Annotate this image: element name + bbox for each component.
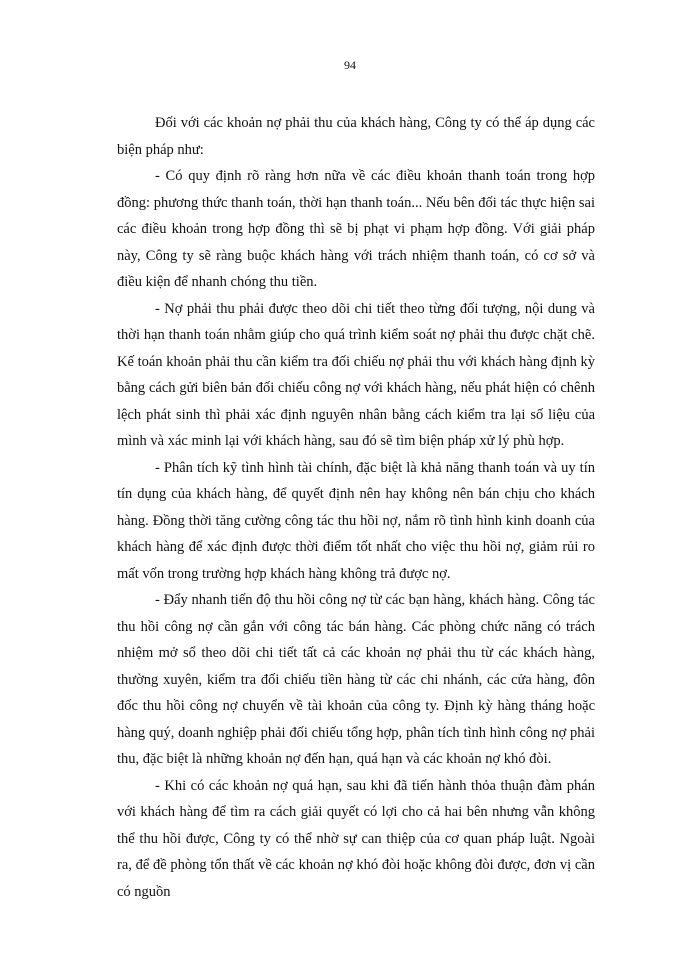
paragraph-debt-collection: - Đẩy nhanh tiến độ thu hồi công nợ từ các bạn hàng, khách hàng. Công tác thu hồi công nợ cần gắn với công tác bán hàng. Các phòng chức năng có trách nhiệm mở sổ theo dõi chi tiết tất cả các khoản nợ phải thu từ các khách hàng, thường xuyên, kiểm tra đối chiếu tiền hàng từ các chi nhánh, các cửa hàng, đôn đốc thu hồi công nợ chuyển về tài khoản của công ty. Định kỳ hàng tháng hoặc hàng quý, doanh nghiệp phải đối chiếu tổng hợp, phân tích tình hình công nợ phải thu, đặc biệt là những khoản nợ đến hạn, quá hạn và các khoản nợ khó đòi. <box>117 592 595 767</box>
paragraph-receivable-tracking: - Nợ phải thu phải được theo dõi chi tiết theo từng đối tượng, nội dung và thời hạn thanh toán nhằm giúp cho quá trình kiểm soát nợ phải thu được chặt chẽ. Kế toán khoản phải thu cần kiểm tra đối chiếu nợ phải thu với khách hàng định kỳ bằng cách gửi biên bản đối chiếu công nợ với khách hàng, nếu phát hiện có chênh lệch phát sinh thì phải xác định nguyên nhân bằng cách kiểm tra lại số liệu của mình và xác minh lại với khách hàng, sau đó sẽ tìm biện pháp xử lý phù hợp. <box>117 300 595 449</box>
paragraph-overdue-debt: - Khi có các khoản nợ quá hạn, sau khi đã tiến hành thỏa thuận đàm phán với khách hàng để tìm ra cách giải quyết có lợi cho cả hai bên nhưng vẫn không thể thu hồi được, Công ty có thể nhờ sự can thiệp của cơ quan pháp luật. Ngoài ra, để đề phòng tổn thất về các khoản nợ khó đòi hoặc không đòi được, đơn vị cần có nguồn <box>117 777 595 900</box>
paragraph-credit-analysis: - Phân tích kỹ tình hình tài chính, đặc biệt là khả năng thanh toán và uy tín tín dụng của khách hàng, để quyết định nên hay không nên bán chịu cho khách hàng. Đồng thời tăng cường công tác thu hồi nợ, nắm rõ tình hình kinh doanh của khách hàng để xác định được thời điểm tốt nhất cho việc thu hồi nợ, giảm rủi ro mất vốn trong trường hợp khách hàng không trả được nợ. <box>117 459 595 582</box>
page-number: 94 <box>344 58 356 72</box>
body-text <box>117 110 595 905</box>
paragraph-intro: Đối với các khoản nợ phải thu của khách hàng, Công ty có thể áp dụng các biện pháp như: <box>117 115 595 158</box>
paragraph-contract-terms: - Có quy định rõ ràng hơn nữa về các điều khoản thanh toán trong hợp đồng: phương thức thanh toán, thời hạn thanh toán... Nếu bên đối tác thực hiện sai các điều khoản trong hợp đồng thì sẽ bị phạt vi phạm hợp đồng. Với giải pháp này, Công ty sẽ ràng buộc khách hàng với trách nhiệm thanh toán, có cơ sở và điều kiện để nhanh chóng thu tiền. <box>117 168 595 290</box>
